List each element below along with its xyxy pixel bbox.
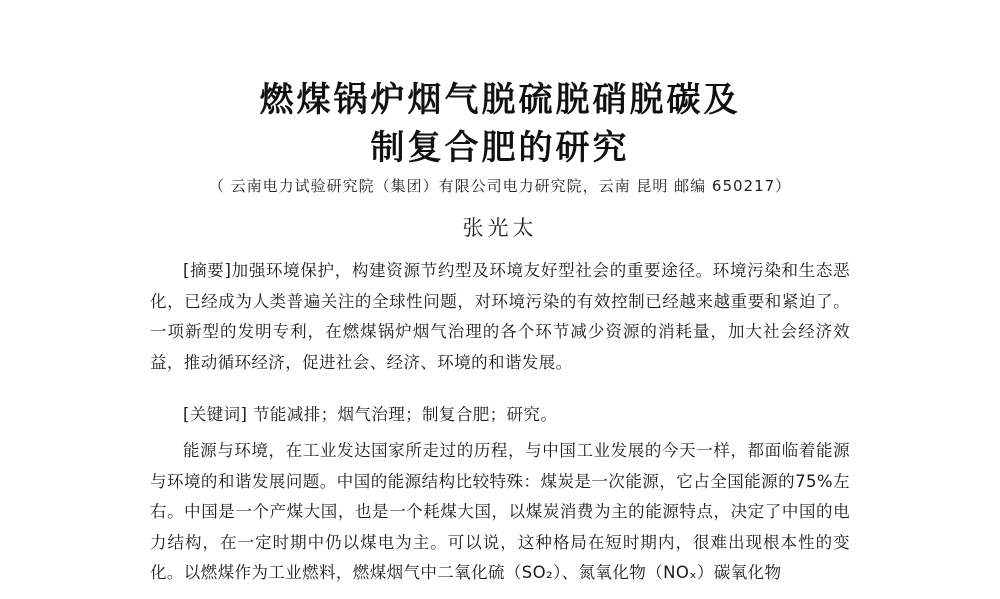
abstract	[150, 256, 850, 378]
author-name: 张光太	[462, 216, 538, 240]
keywords-label: [关键词]	[183, 405, 248, 424]
author-affiliation: （ 云南电力试验研究院（集团）有限公司电力研究院，云南 昆明 邮编 650217）	[208, 177, 792, 195]
paper-title-line-1: 燃煤锅炉烟气脱硫脱硝脱碳及	[259, 80, 741, 120]
paper-title-line-2: 制复合肥的研究	[370, 128, 630, 168]
body-paragraph: 能源与环境，在工业发达国家所走过的历程，与中国工业发展的今天一样，都面临着能源与环境的和谐发展问题。中国的能源结构比较特殊：煤炭是一次能源，它占全国能源的75%左右。中国是一个产煤大国，也是一个耗煤大国，以煤炭消费为主的能源特点，决定了中国的电力结构，在一定时期中仍以煤电为主。可以说，这种格局在短时期内，很难出现根本性的变化。以燃煤作为工业燃料，燃煤烟气中二氧化硫（SO₂）、氮氧化物（NOₓ）碳氧化物	[150, 441, 850, 582]
abstract-label: [摘要]	[183, 261, 232, 280]
keywords	[150, 400, 850, 431]
keywords-text: 节能减排；烟气治理；制复合肥；研究。	[253, 405, 558, 424]
abstract-text: 加强环境保护，构建资源节约型及环境友好型社会的重要途径。环境污染和生态恶化，已经成为人类普遍关注的全球性问题，对环境污染的有效控制已经越来越重要和紧迫了。一项新型的发明专利，在燃煤锅炉烟气治理的各个环节减少资源的消耗量，加大社会经济效益，推动循环经济，促进社会、经济、环境的和谐发展。	[150, 261, 850, 372]
